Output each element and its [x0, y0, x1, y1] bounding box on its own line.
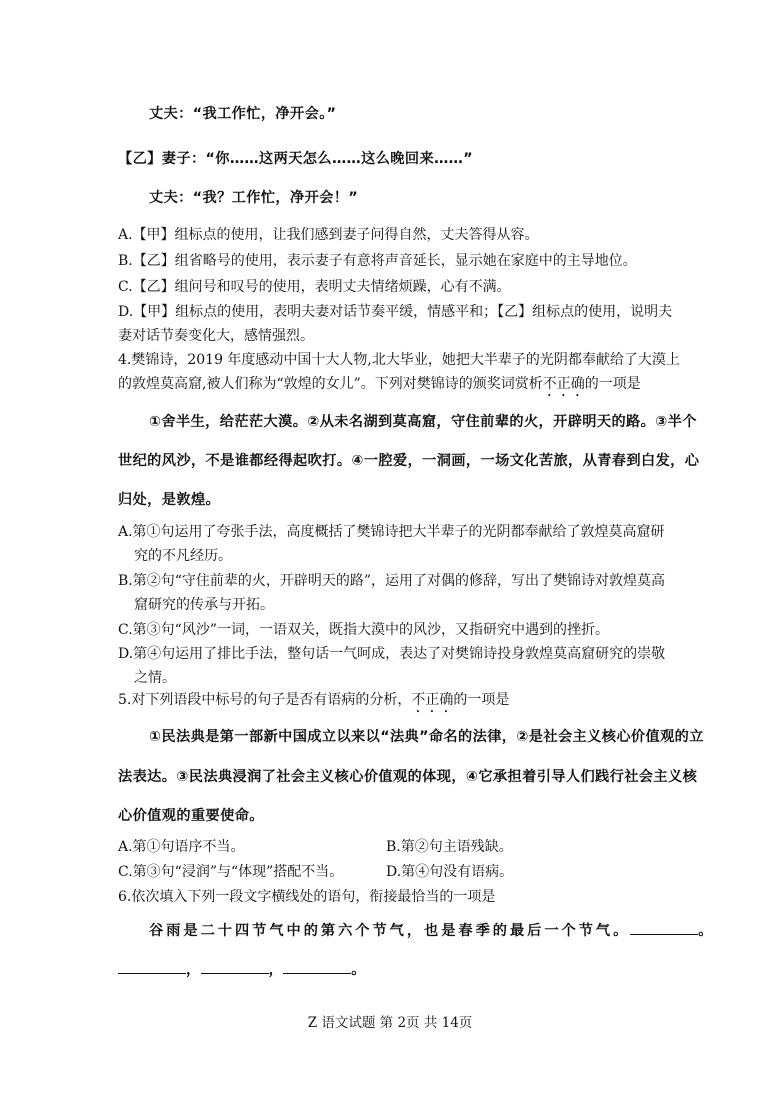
q3-option-b: B.【乙】组省略号的使用，表示妻子有意将声音延长，显示她在家庭中的主导地位。	[118, 253, 637, 269]
q5-option-a: A.第①句语序不当。	[118, 839, 245, 855]
q5-stem-text: 5.对下列语段中标号的句子是否有语病的分析，	[118, 692, 412, 708]
q4-passage-line1: ①舍半生，给茫茫大漠。②从未名湖到莫高窟，守住前辈的火，开辟明天的路。③半个	[149, 414, 697, 430]
q3-option-a: A.【甲】组标点的使用，让我们感到妻子问得自然，丈夫答得从容。	[118, 227, 539, 243]
dialogue-yi-husband: 丈夫：“我？工作忙，净开会！”	[149, 190, 359, 206]
q3-option-c: C.【乙】组问号和叹号的使用，表明丈夫情绪烦躁，心有不满。	[118, 279, 511, 295]
q4-option-d-line1: D.第④句运用了排比手法，整句话一气呵成，表达了对樊锦诗投身敦煌莫高窟研究的崇敬	[118, 646, 666, 662]
q4-stem-line2	[118, 374, 641, 400]
dialogue-jia-husband: 丈夫：“我工作忙，净开会。”	[149, 106, 337, 122]
q6-passage-line2	[118, 959, 366, 980]
q4-passage-line2: 世纪的风沙，不是谁都经得起吹打。④一腔爱，一洞画，一场文化苦旅，从青春到白发，心	[118, 453, 700, 469]
q4-stem-text: 的敦煌莫高窟,被人们称为“敦煌的女儿”。下列对樊锦诗的颁奖词赏析	[118, 376, 543, 392]
q5-stem-tail: 的一项是	[453, 692, 510, 708]
q5-stem	[118, 690, 509, 716]
q6-stem: 6.依次填入下列一段文字横线处的语句，衔接最恰当的一项是	[118, 889, 496, 905]
q5-option-b: B.第②句主语残缺。	[386, 839, 513, 855]
q6-comma-1: ，	[186, 962, 201, 978]
q5-passage-line2: 法表达。③民法典浸润了社会主义核心价值观的体现，④它承担着引导人们践行社会主义核	[118, 769, 698, 785]
q5-emphasis-not-correct: 不正确	[411, 692, 454, 708]
q6-passage-line1	[149, 920, 715, 941]
q4-option-a-line1: A.第①句运用了夸张手法，高度概括了樊锦诗把大半辈子的光阴都奉献给了敦煌莫高窟研	[118, 524, 665, 540]
q5-passage-line3: 心价值观的重要使命。	[118, 808, 264, 824]
q6-passage-text: 谷雨是二十四节气中的第六个节气，也是春季的最后一个节气。	[149, 923, 631, 939]
dialogue-yi-wife: 【乙】妻子：“你……这两天怎么……这么晚回来……”	[118, 151, 473, 167]
q6-blank-3	[201, 959, 269, 974]
q6-period-2: 。	[351, 962, 366, 978]
q5-option-d: D.第④句没有语病。	[386, 864, 514, 880]
q5-option-c: C.第③句“浸润”与“体现”搭配不当。	[118, 864, 344, 880]
q6-blank-4	[283, 959, 351, 974]
q6-blank-1	[630, 920, 698, 935]
q4-stem-tail: 的一项是	[584, 376, 641, 392]
q6-comma-2: ，	[268, 962, 284, 978]
q4-passage-line3: 归处，是敦煌。	[118, 492, 221, 508]
q4-option-b-line2: 窟研究的传承与开拓。	[134, 597, 274, 613]
q4-option-a-line2: 究的不凡经历。	[134, 548, 232, 564]
q3-option-d-line2: 妻对话节奏变化大，感情强烈。	[118, 328, 314, 344]
q6-blank-2	[118, 959, 186, 974]
q4-option-d-line2: 之情。	[134, 670, 176, 686]
page-footer: Z 语文试题 第 2页 共 14页	[307, 1015, 473, 1031]
q4-stem-line1: 4.樊锦诗，2019 年度感动中国十大人物,北大毕业，她把大半辈子的光阴都奉献给了大漠上	[118, 352, 680, 368]
q3-option-d-line1: D.【甲】组标点的使用，表明夫妻对话节奏平缓，情感平和；【乙】组标点的使用，说明夫	[118, 304, 673, 320]
q4-option-b-line1: B.第②句“守住前辈的火，开辟明天的路”，运用了对偶的修辞，写出了樊锦诗对敦煌莫高	[118, 573, 666, 589]
q4-emphasis-not-correct: 不正确	[542, 376, 585, 392]
q4-option-c: C.第③句“风沙”一词，一语双关，既指大漠中的风沙，又指研究中遇到的挫折。	[118, 622, 609, 638]
q6-period-1: 。	[698, 923, 716, 939]
q5-passage-line1: ①民法典是第一部新中国成立以来以“法典”命名的法律，②是社会主义核心价值观的立	[149, 729, 704, 745]
